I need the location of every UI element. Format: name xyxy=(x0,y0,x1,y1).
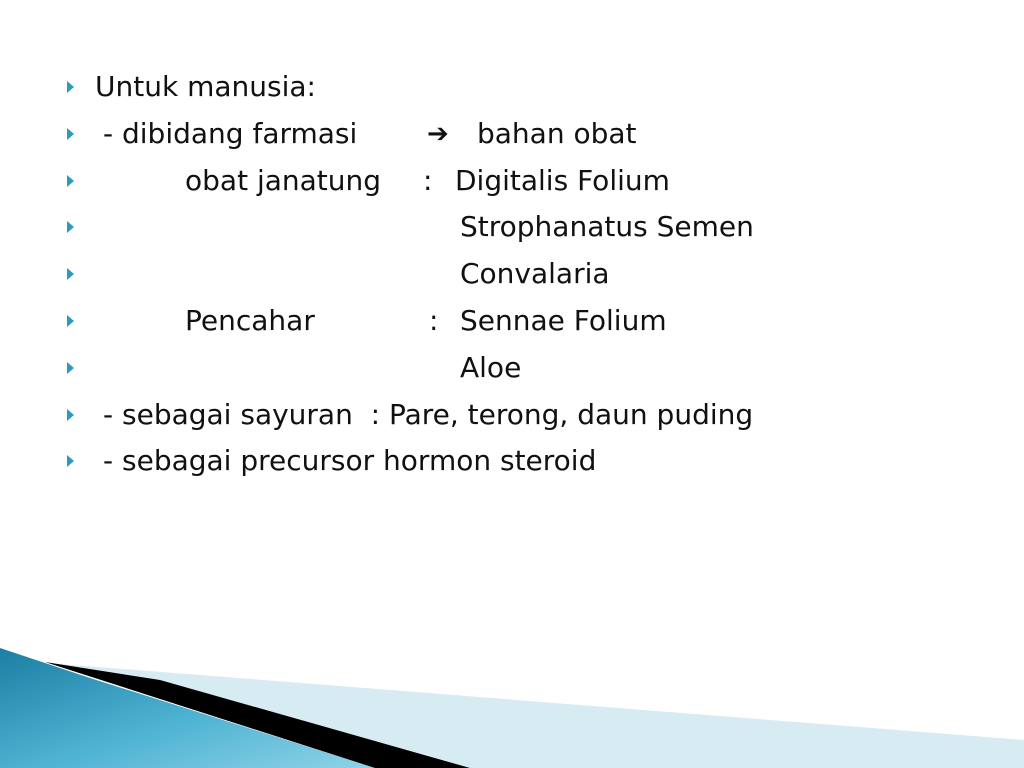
bullet-text: - sebagai sayuran : Pare, terong, daun puding xyxy=(103,397,754,431)
bullet-separator: : xyxy=(429,303,439,337)
bullet-text: Pencahar xyxy=(185,303,315,337)
bullet-value: Aloe xyxy=(460,350,522,384)
bullet-text: Untuk manusia: xyxy=(95,70,316,103)
right-arrow-icon: ➔ xyxy=(427,118,449,149)
bullet-value: Sennae Folium xyxy=(460,303,667,337)
bullet-value: Digitalis Folium xyxy=(455,163,670,197)
bullet-value: Strophanatus Semen xyxy=(460,210,754,244)
bullet-value: Convalaria xyxy=(460,257,610,291)
bullet-text: obat janatung xyxy=(185,163,382,197)
bullet-text: - dibidang farmasi xyxy=(103,116,358,150)
bullet-value: bahan obat xyxy=(477,116,637,150)
bullet-text: - sebagai precursor hormon steroid xyxy=(103,444,597,478)
bullet-separator: : xyxy=(423,163,433,197)
